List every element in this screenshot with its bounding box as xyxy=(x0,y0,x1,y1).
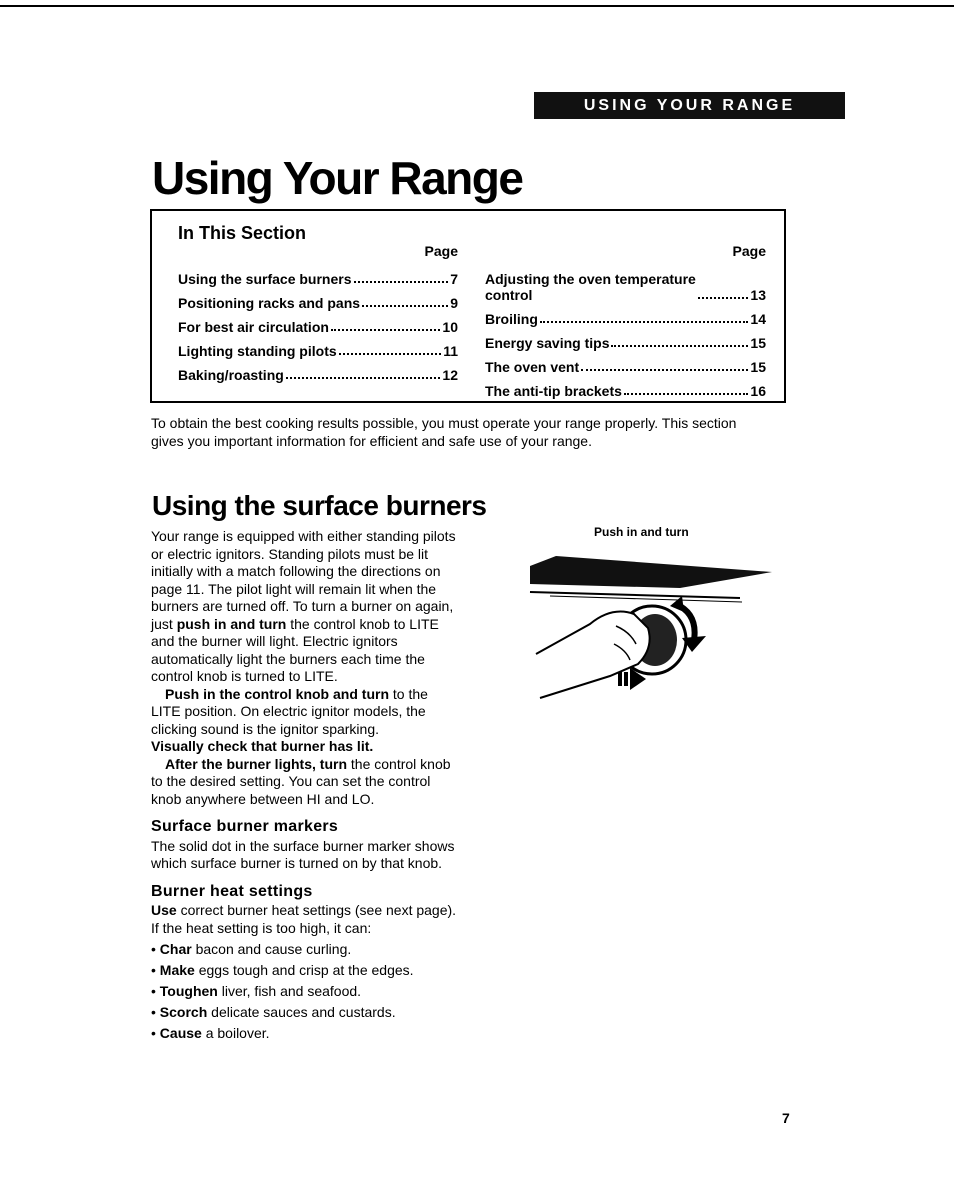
toc-item[interactable] xyxy=(485,327,766,351)
intro-paragraph: To obtain the best cooking results possible, you must operate your range properly. This section gives you important information for efficient and safe use of your range. xyxy=(151,415,737,449)
list-item: • Scorch delicate sauces and custards. xyxy=(151,1004,396,1020)
list-item: • Char bacon and cause curling. xyxy=(151,941,352,957)
step-1-bold: Push in the control knob and turn xyxy=(165,685,389,702)
toc-item[interactable] xyxy=(485,303,766,327)
step-3-bold: After the burner lights, turn xyxy=(165,755,347,772)
toc-item-page: 12 xyxy=(442,367,458,383)
toc-item-page: 7 xyxy=(450,271,458,287)
bullet-text: a boilover. xyxy=(201,1025,270,1041)
toc-leader xyxy=(698,297,749,299)
rotate-arrow-tail-icon xyxy=(670,596,684,612)
toc-item-page: 10 xyxy=(442,319,458,335)
control-panel xyxy=(530,556,772,588)
toc-item-label: Using the surface burners xyxy=(178,271,352,287)
text-run-bold: push in and turn xyxy=(176,615,287,632)
toc-item[interactable] xyxy=(178,359,458,383)
list-item: • Toughen liver, fish and seafood. xyxy=(151,983,362,999)
bullet-text: delicate sauces and custards. xyxy=(207,1004,396,1020)
push-arrow-bar xyxy=(624,672,628,686)
toc-item-label-line1: Adjusting the oven temperature xyxy=(485,271,696,287)
step-3 xyxy=(151,756,461,809)
list-item: • Make eggs tough and crisp at the edges. xyxy=(151,962,414,978)
section-header-band: USING YOUR RANGE xyxy=(534,92,845,119)
heat-heading: Burner heat settings xyxy=(151,882,313,900)
toc-page-label: Page xyxy=(424,243,458,259)
toc-item-label: The anti-tip brackets xyxy=(485,383,622,399)
bullet-bold: Char xyxy=(159,941,192,957)
toc-item-page: 13 xyxy=(750,287,766,303)
section-heading: Using the surface burners xyxy=(152,490,487,521)
list-item: • Cause a boilover. xyxy=(151,1025,270,1041)
bullet-text: bacon and cause curling. xyxy=(191,941,352,957)
toc-item-page: 16 xyxy=(750,383,766,399)
toc-item-label: Broiling xyxy=(485,311,538,327)
toc-page-label: Page xyxy=(732,243,766,259)
text-run: the control knob to LITE and the burner will light. Electric ignitors automatically light the burners each time the control knob is turned to LITE. xyxy=(151,615,439,684)
toc-item-label: Positioning racks and pans xyxy=(178,295,361,311)
toc-item[interactable] xyxy=(178,263,458,287)
figure-caption: Push in and turn xyxy=(594,525,689,539)
toc-item-label: Baking/roasting xyxy=(178,367,284,383)
heat-bullets xyxy=(151,939,461,1044)
toc-item-page: 15 xyxy=(750,335,766,351)
toc-item-page: 11 xyxy=(443,343,458,359)
step-1 xyxy=(151,686,461,739)
markers-heading: Surface burner markers xyxy=(151,818,339,835)
page-number: 7 xyxy=(782,1110,790,1126)
bullet-bold: Scorch xyxy=(159,1004,208,1020)
heat-intro-text: correct burner heat settings (see next page). If the heat setting is too high, it can: xyxy=(151,902,457,936)
heat-intro-bold: Use xyxy=(151,902,177,918)
page-title: Using Your Range xyxy=(152,152,523,204)
bullet-bold: Toughen xyxy=(159,983,218,999)
top-rule xyxy=(0,5,954,7)
toc-item-label: Lighting standing pilots xyxy=(178,343,337,359)
toc-item-page: 15 xyxy=(750,359,766,375)
heat-intro xyxy=(151,902,461,937)
toc-leader xyxy=(354,281,449,283)
toc-item[interactable] xyxy=(178,335,458,359)
toc-item-label: For best air circulation xyxy=(178,319,329,335)
bullet-bold: Make xyxy=(159,962,195,978)
toc-item-page: 14 xyxy=(750,311,766,327)
toc-column-left xyxy=(178,243,458,383)
toc-item[interactable] xyxy=(178,287,458,311)
toc-item-label: Energy saving tips xyxy=(485,335,610,351)
bullet-bold: Cause xyxy=(159,1025,202,1041)
toc-leader xyxy=(362,305,448,307)
step-3-text: the control knob to the desired setting. You can set the control knob anywhere between HI and LO. xyxy=(151,755,451,807)
toc-leader xyxy=(331,329,440,331)
toc-column-right xyxy=(485,243,766,399)
step-2-bold: Visually check that burner has lit. xyxy=(151,738,374,754)
bullet-text: liver, fish and seafood. xyxy=(217,983,362,999)
toc-leader xyxy=(611,345,748,347)
knob-illustration xyxy=(520,548,780,708)
push-arrow-bar xyxy=(618,672,622,686)
toc-item-label-line2: control xyxy=(485,287,533,303)
toc-leader xyxy=(286,377,441,379)
toc-leader xyxy=(339,353,442,355)
markers-text: The solid dot in the surface burner marker shows which surface burner is turned on by that knob. xyxy=(151,837,455,871)
surface-burners-text xyxy=(151,528,461,1044)
step-1-text: to the LITE position. On electric ignitor models, the clicking sound is the ignitor sparking. xyxy=(151,685,428,737)
panel-edge xyxy=(530,592,740,598)
toc-leader xyxy=(624,393,749,395)
toc-box xyxy=(150,209,786,403)
toc-item[interactable] xyxy=(485,263,766,303)
toc-item-label: The oven vent xyxy=(485,359,580,375)
toc-item-label xyxy=(485,271,696,303)
intro-text xyxy=(151,528,461,686)
toc-item[interactable] xyxy=(178,311,458,335)
toc-leader xyxy=(540,321,749,323)
toc-heading: In This Section xyxy=(178,223,307,243)
bullet-text: eggs tough and crisp at the edges. xyxy=(194,962,414,978)
toc-item[interactable] xyxy=(485,351,766,375)
toc-leader xyxy=(581,369,748,371)
toc-item[interactable] xyxy=(485,375,766,399)
step-2 xyxy=(151,738,461,756)
toc-item-page: 9 xyxy=(450,295,458,311)
text-run: Your range is equipped with either standing pilots or electric ignitors. Standing pilots must be lit initially with a match following the directions on page 11. The pilot light will remain lit when the burners are turned off. To turn a burner on again, just xyxy=(151,528,456,632)
